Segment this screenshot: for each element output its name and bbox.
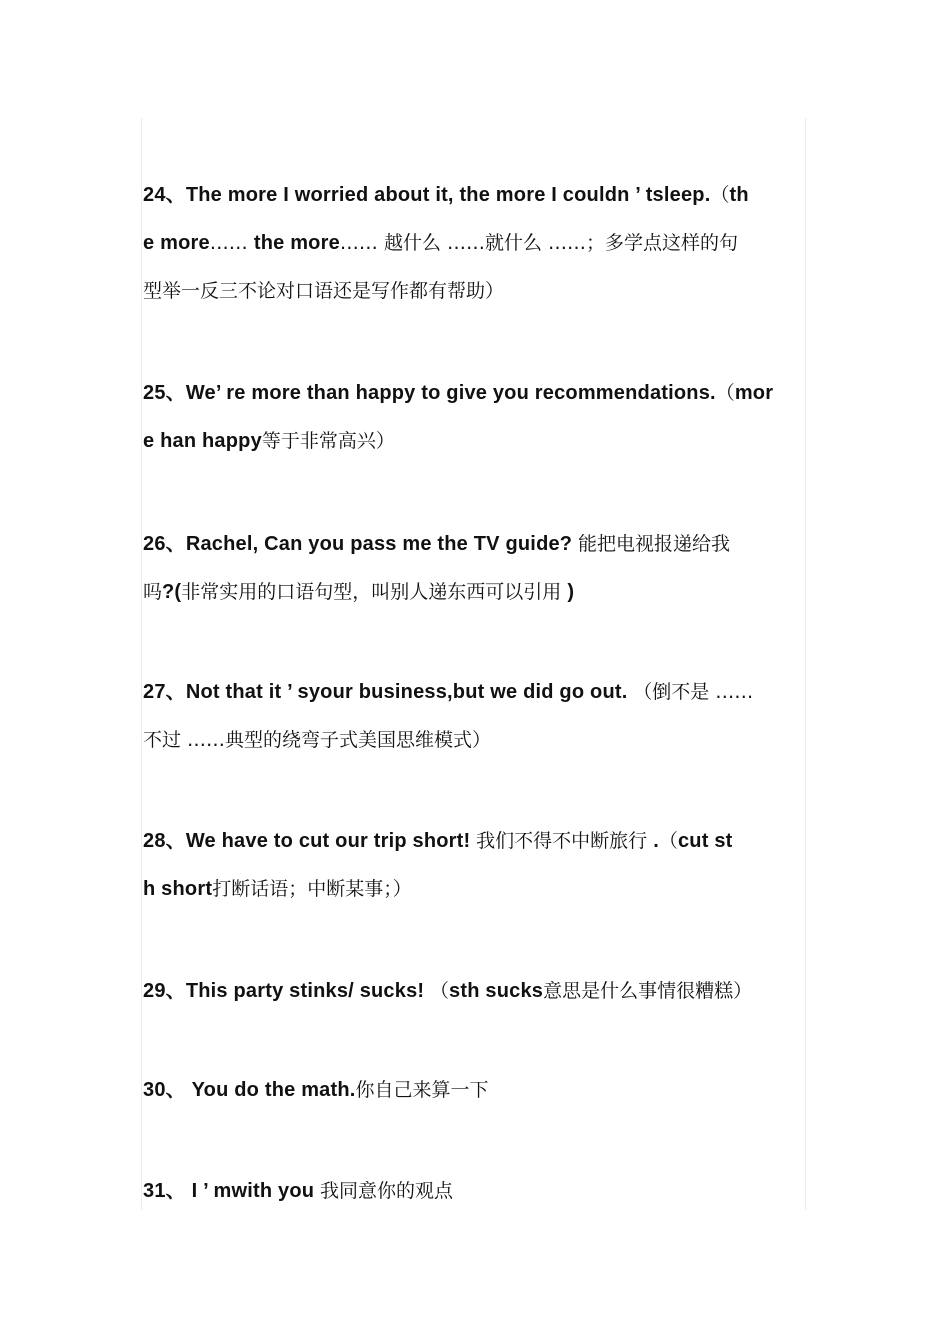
entry-line bbox=[143, 966, 807, 1014]
entry-line bbox=[143, 368, 807, 416]
phrase-entry-29 bbox=[143, 966, 807, 1014]
english-text: . bbox=[653, 830, 659, 852]
chinese-text: （ bbox=[430, 980, 450, 1002]
entry-line bbox=[143, 170, 807, 218]
english-text: ) bbox=[567, 581, 575, 603]
entry-line bbox=[143, 715, 807, 763]
entry-line bbox=[143, 567, 807, 615]
english-text: 25、We’ re more than happy to give you recommendations. bbox=[143, 382, 716, 404]
chinese-text: （ bbox=[715, 382, 735, 404]
entry-line bbox=[143, 1065, 807, 1113]
english-text: 24、The more I worried about it, the more I couldn ’ tsleep. bbox=[143, 184, 711, 206]
chinese-text: 等于非常高兴） bbox=[261, 430, 395, 452]
chinese-text: （ bbox=[710, 184, 730, 206]
english-text: cut st bbox=[677, 830, 733, 852]
chinese-text: 我同意你的观点 bbox=[319, 1180, 453, 1202]
english-text: e more bbox=[143, 232, 210, 254]
chinese-text: 我们不得不中断旅行 bbox=[476, 830, 654, 852]
english-text: 27、Not that it ’ syour business,but we did go out. bbox=[143, 681, 634, 703]
english-text: th bbox=[729, 184, 749, 206]
chinese-text: 意思是什么事情很糟糕） bbox=[543, 980, 753, 1002]
entry-line bbox=[143, 416, 807, 464]
chinese-text: 型举一反三不论对口语还是写作都有帮助） bbox=[143, 280, 505, 302]
chinese-text: 吗 bbox=[143, 581, 163, 603]
left-margin-rule bbox=[141, 118, 142, 1210]
chinese-text: 不过 ……典型的绕弯子式美国思维模式） bbox=[143, 729, 492, 751]
chinese-text: 能把电视报递给我 bbox=[577, 533, 730, 555]
chinese-text: 打断话语；中断某事；） bbox=[212, 878, 412, 900]
phrase-entry-30 bbox=[143, 1065, 807, 1113]
entry-line bbox=[143, 218, 807, 266]
entry-line bbox=[143, 864, 807, 912]
english-text: 29、This party stinks/ sucks! bbox=[143, 980, 431, 1002]
english-text: 26、Rachel, Can you pass me the TV guide? bbox=[143, 533, 578, 555]
chinese-text: …… 越什么 ……就什么 ……；多学点这样的句 bbox=[339, 232, 739, 254]
entry-line bbox=[143, 266, 807, 314]
phrase-entry-27 bbox=[143, 667, 807, 763]
phrase-entry-26 bbox=[143, 519, 807, 615]
chinese-text: …… bbox=[209, 232, 254, 254]
english-text: mor bbox=[734, 382, 774, 404]
phrase-entry-25 bbox=[143, 368, 807, 464]
chinese-text: （倒不是 …… bbox=[633, 681, 754, 703]
english-text: sth sucks bbox=[449, 980, 544, 1002]
english-text: h short bbox=[143, 878, 213, 900]
english-text: the more bbox=[253, 232, 340, 254]
phrase-entry-24 bbox=[143, 170, 807, 314]
english-text: 31、 I ’ mwith you bbox=[143, 1180, 320, 1202]
chinese-text: （ bbox=[658, 830, 678, 852]
english-text: ?( bbox=[162, 581, 182, 603]
phrase-entry-31 bbox=[143, 1166, 807, 1214]
english-text: 30、 You do the math. bbox=[143, 1079, 356, 1101]
chinese-text: 你自己来算一下 bbox=[355, 1079, 489, 1101]
chinese-text: 非常实用的口语句型，叫别人递东西可以引用 bbox=[181, 581, 568, 603]
english-text: 28、We have to cut our trip short! bbox=[143, 830, 477, 852]
entry-line bbox=[143, 519, 807, 567]
entry-line bbox=[143, 1166, 807, 1214]
entry-line bbox=[143, 816, 807, 864]
english-text: e han happy bbox=[143, 430, 262, 452]
entry-line bbox=[143, 667, 807, 715]
phrase-entry-28 bbox=[143, 816, 807, 912]
